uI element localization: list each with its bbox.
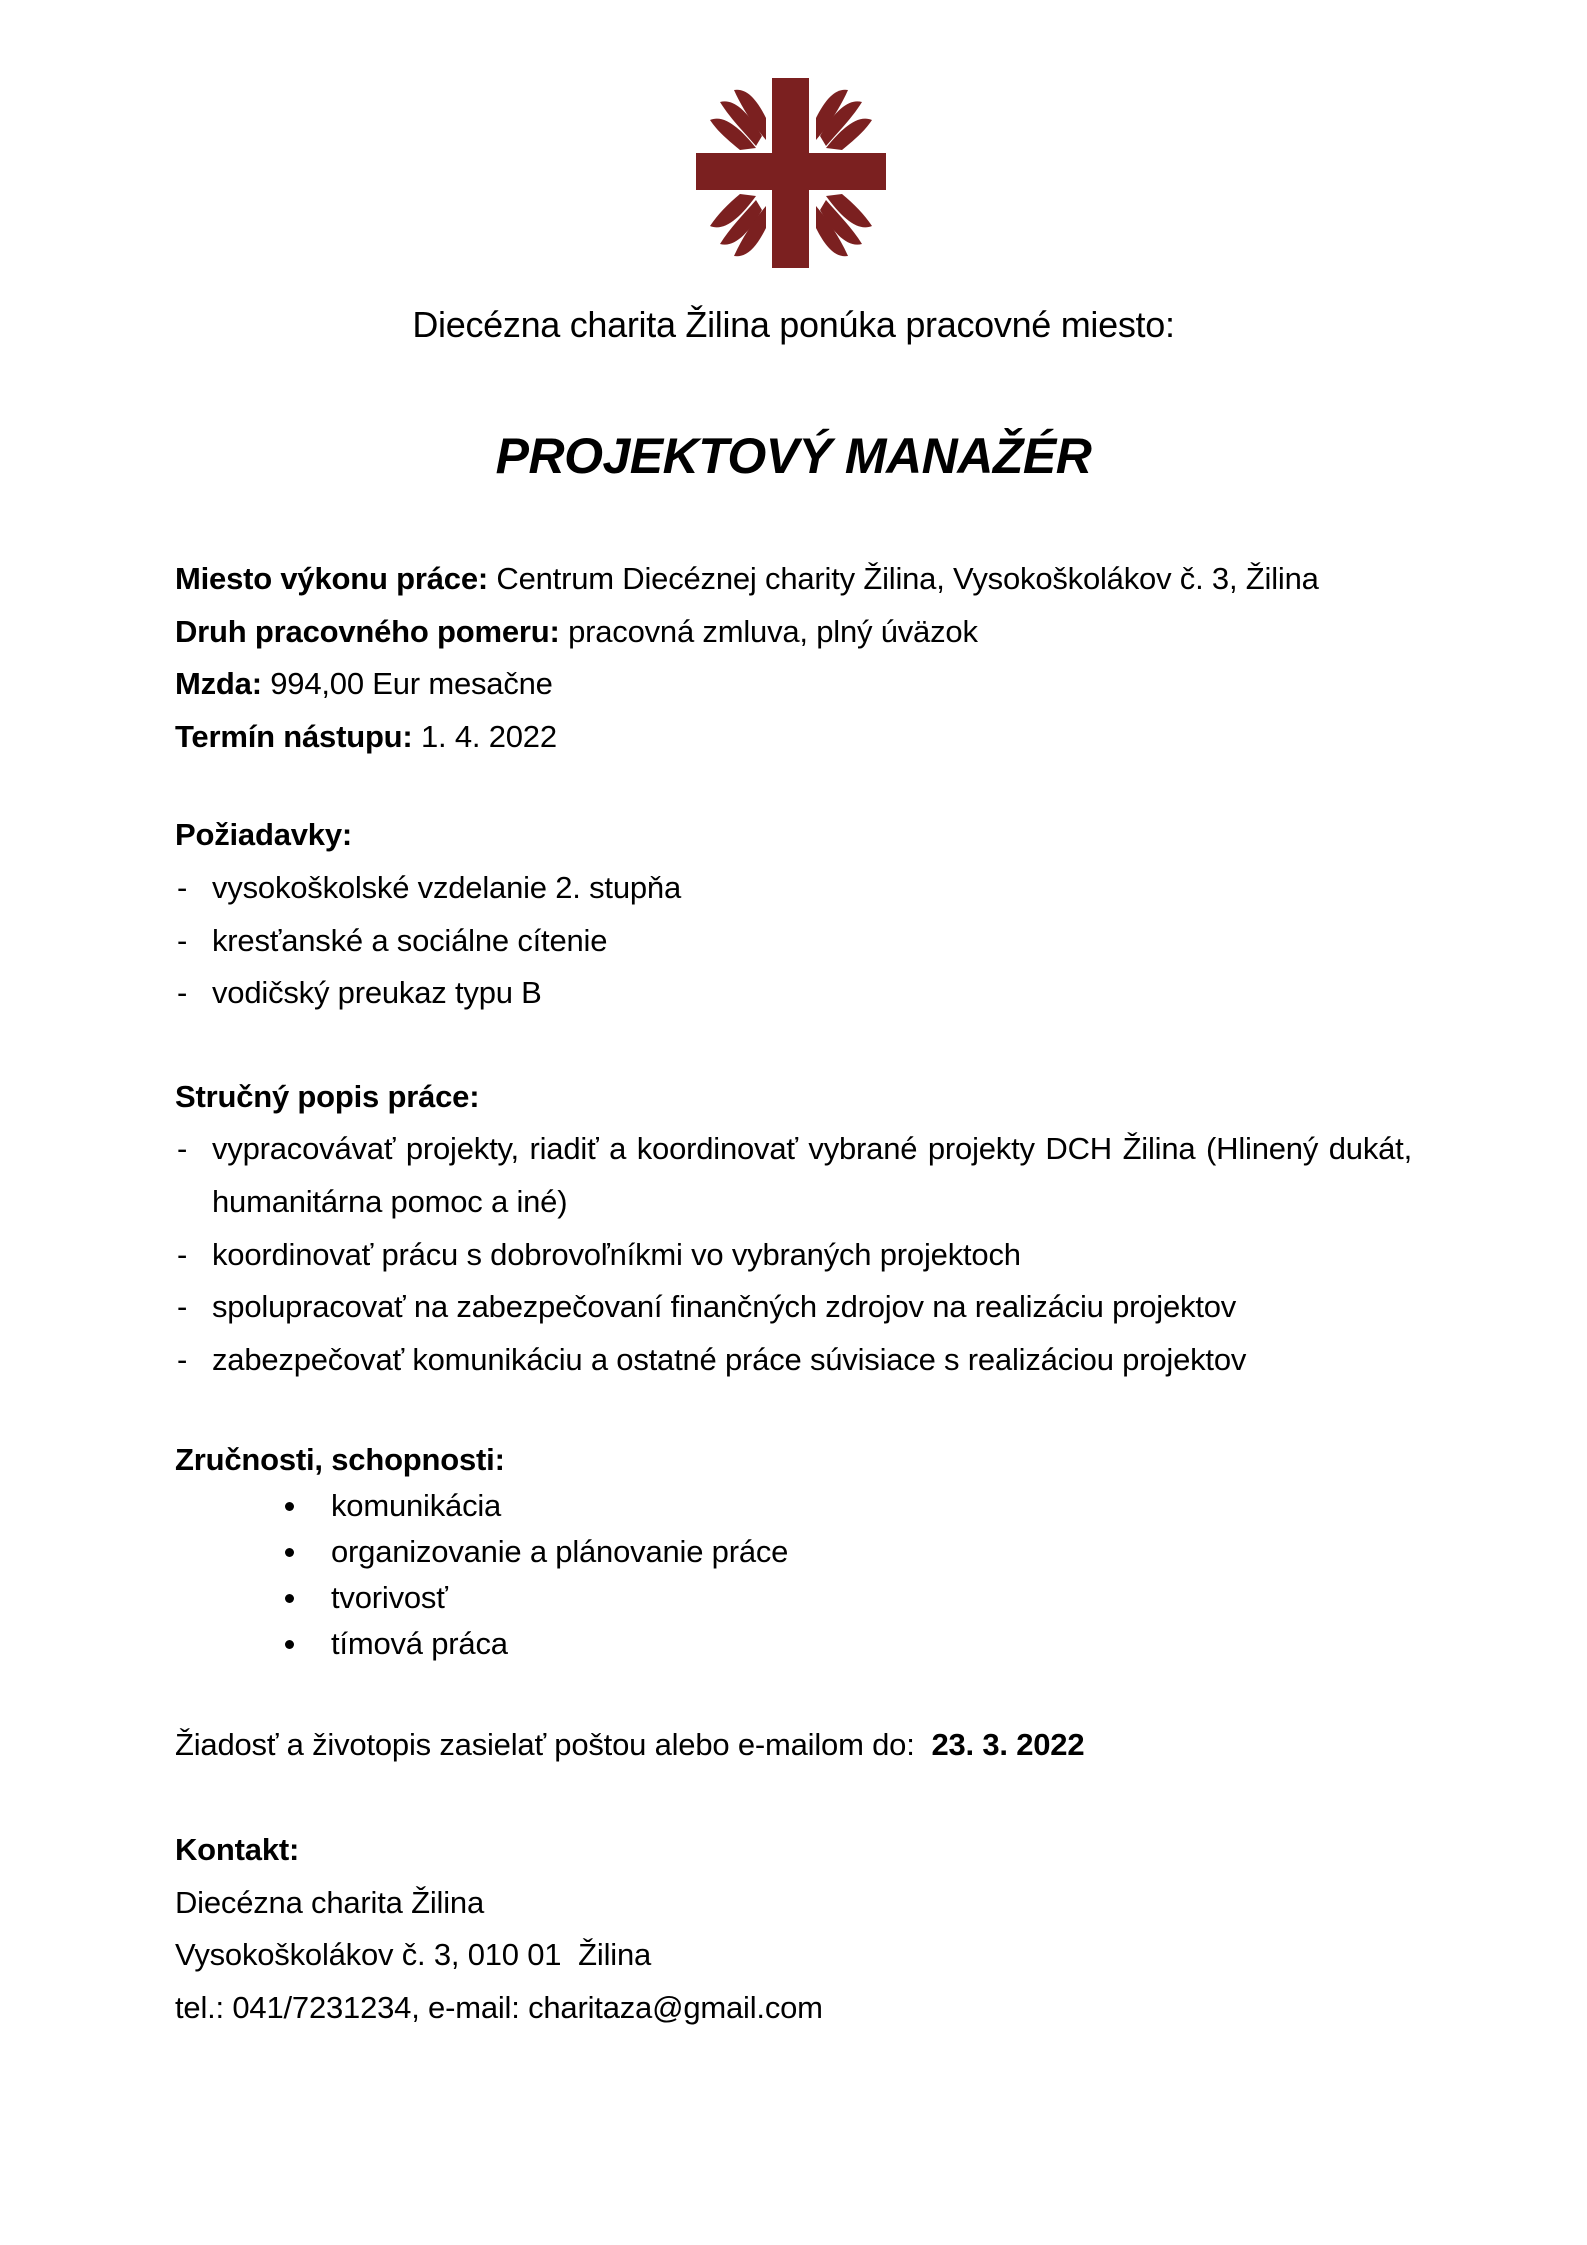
bullet-icon [285,1594,294,1603]
phone-label: tel.: [175,1989,224,2025]
detail-salary-label: Mzda: [175,666,262,702]
contact-address: Vysokoškolákov č. 3, 010 01 Žilina [175,1937,652,1973]
dash-marker: - [177,975,188,1011]
dash-marker: - [177,1236,188,1272]
list-item: - spolupracovať na zabezpečovaní finančných zdrojov na realizáciu projektov [175,1281,1412,1334]
detail-place-label: Miesto výkonu práce: [175,561,488,596]
application-text: Žiadosť a životopis zasielať poštou alebo e-mailom do: [175,1727,915,1763]
skills-list [175,1483,1412,1667]
application-note [175,1719,1412,1772]
detail-start-label: Termín nástupu: [175,718,413,754]
list-item: - vodičský preukaz typu B [175,967,1412,1020]
email-link[interactable]: charitaza@gmail.com [528,1989,823,2025]
spacer [175,1667,1412,1719]
dash-marker: - [177,1341,188,1377]
dash-marker: - [177,1289,188,1325]
requirements-list [175,862,1412,1020]
dash-marker: - [177,1131,188,1167]
dash-marker: - [177,922,188,958]
skills-heading: Zručnosti, schopnosti: [175,1442,505,1478]
contact-heading: Kontakt: [175,1831,300,1867]
list-item: organizovanie a plánovanie práce [175,1529,1412,1575]
list-item: tvorivosť [175,1575,1412,1621]
description-list [175,1123,1412,1386]
detail-contract [175,606,1412,659]
list-item: - vysokoškolské vzdelanie 2. stupňa [175,862,1412,915]
page-title: PROJEKTOVÝ MANAŽÉR [495,428,1092,484]
bullet-icon [285,1548,294,1557]
bullet-icon [285,1640,294,1649]
detail-place-value: Centrum Diecéznej charity Žilina, Vysokoškolákov č. 3, Žilina [496,561,1319,596]
spacer [175,1772,1412,1824]
list-item: - vypracovávať projekty, riadiť a koordinovať vybrané projekty DCH Žilina (Hlinený dukát, humanitárna pomoc a iné) [175,1123,1412,1228]
detail-contract-label: Druh pracovného pomeru: [175,613,560,649]
detail-start [175,711,1412,764]
contact-line: tel.: 041/7231234, e-mail: charitaza@gmail.com [175,1989,823,2025]
contact-org: Diecézna charita Žilina [175,1884,484,1920]
description-heading: Stručný popis práce: [175,1078,480,1114]
detail-contract-value: pracovná zmluva, plný úväzok [568,613,978,649]
list-item: tímová práca [175,1621,1412,1667]
email-label: e-mail: [428,1989,520,2025]
spacer [175,763,1412,809]
detail-salary-value: 994,00 Eur mesačne [270,666,553,702]
dash-marker: - [177,869,188,905]
list-item: - kresťanské a sociálne cítenie [175,915,1412,968]
phone-number[interactable]: 041/7231234 [232,1989,412,2025]
application-deadline: 23. 3. 2022 [931,1727,1085,1763]
list-item: komunikácia [175,1483,1412,1529]
list-item: - zabezpečovať komunikáciu a ostatné práce súvisiace s realizáciou projektov [175,1334,1412,1387]
requirements-heading: Požiadavky: [175,817,352,853]
bullet-icon [285,1502,294,1511]
detail-start-value: 1. 4. 2022 [420,718,557,754]
page-subtitle: Diecézna charita Žilina ponúka pracovné miesto: [412,304,1175,345]
spacer [175,1020,1412,1071]
spacer [175,1386,1412,1437]
detail-salary [175,658,1412,711]
list-item: - koordinovať prácu s dobrovoľníkmi vo vybraných projektoch [175,1229,1412,1282]
detail-place [175,553,1412,606]
caritas-cross-icon [696,78,886,268]
document-body [175,553,1412,2034]
